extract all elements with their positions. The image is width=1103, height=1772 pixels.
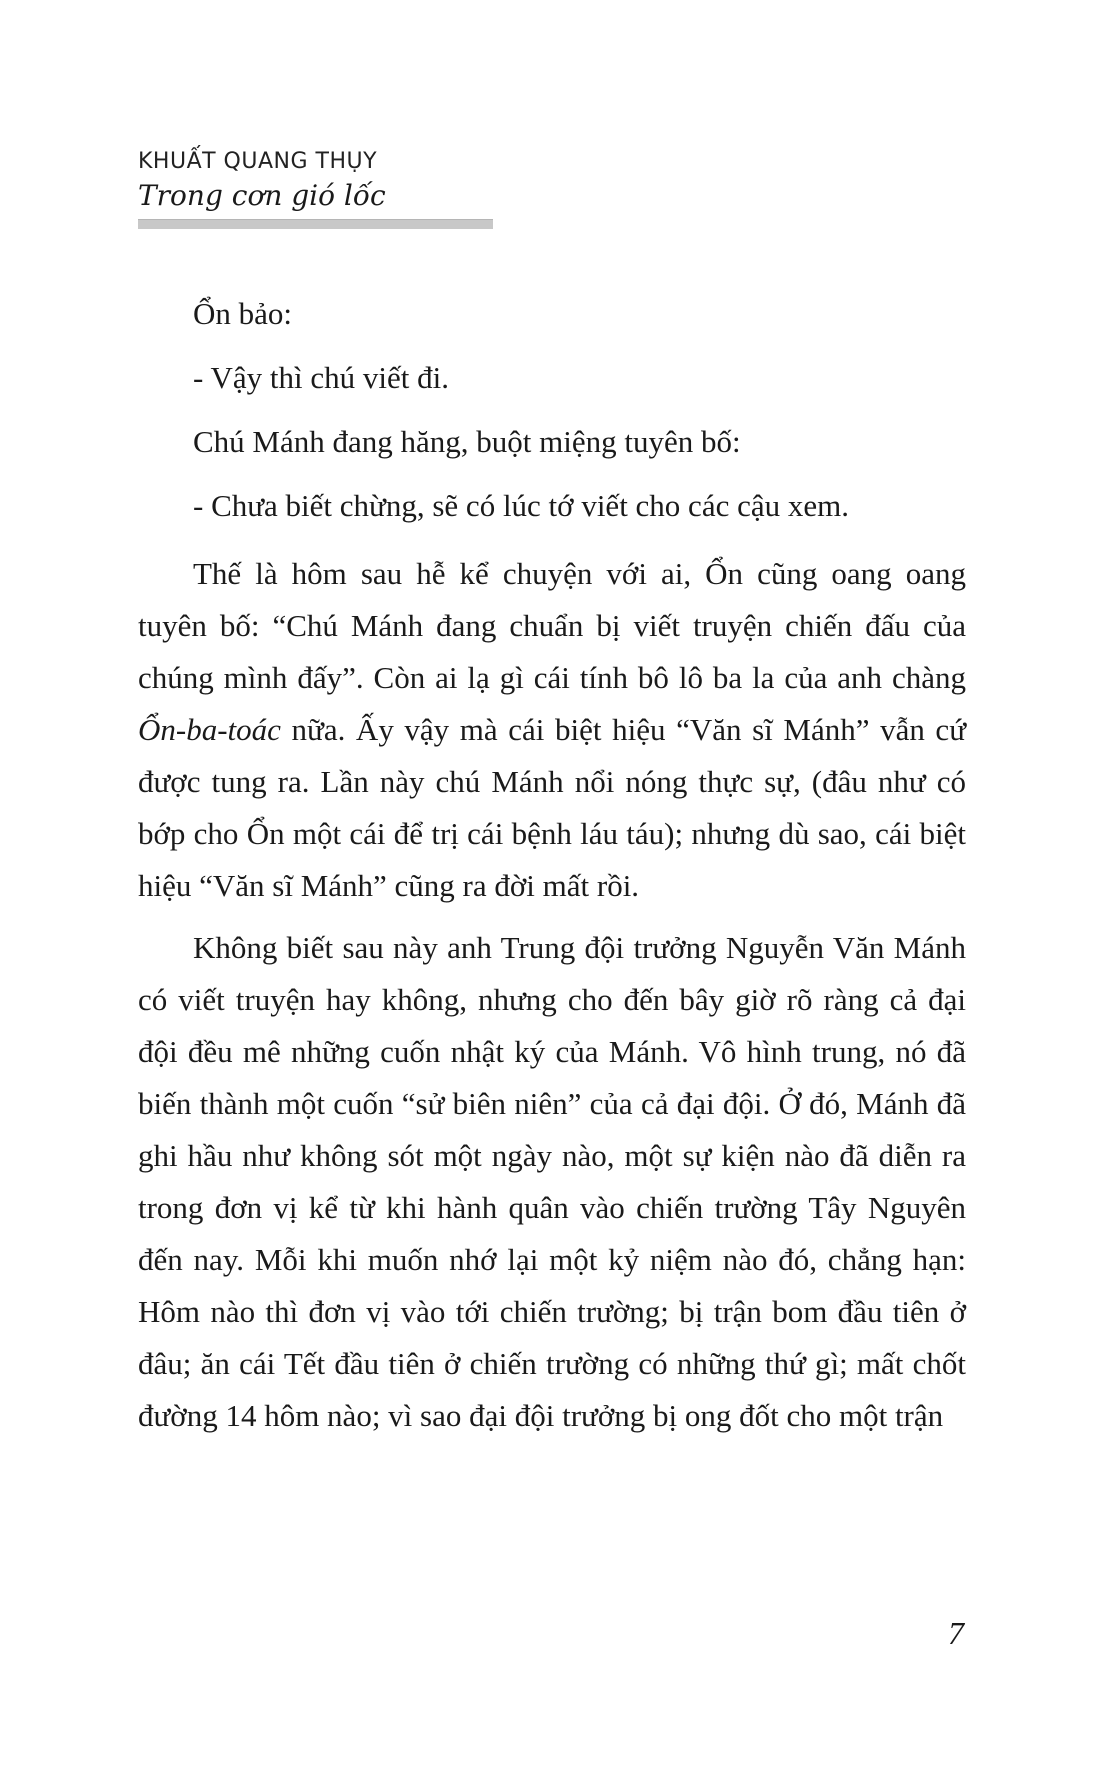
running-head — [138, 148, 498, 214]
book-title: Trong cơn gió lốc — [138, 179, 386, 212]
paragraph: Chú Mánh đang hăng, buột miệng tuyên bố: — [193, 424, 741, 459]
header-divider — [138, 219, 493, 229]
paragraph-text: nữa. Ấy vậy mà cái biệt hiệu “Văn sĩ Mánh” vẫn cứ được tung ra. Lần này chú Mánh nổi nóng thực sự, (đâu như có bớp cho Ổn một cái để trị cái bệnh láu táu); nhưng dù sao, cái biệt hiệu “Văn sĩ Mánh” cũng ra đời mất rồi. — [138, 712, 966, 903]
paragraph-text: Thế là hôm sau hễ kể chuyện với ai, Ổn cũng oang oang tuyên bố: “Chú Mánh đang chuẩn bị viết truyện chiến đấu của chúng mình đấy”. Còn ai lạ gì cái tính bô lô ba la của anh chàng — [138, 556, 966, 695]
paragraph: Ổn bảo: — [193, 296, 293, 331]
body-text — [138, 282, 966, 1442]
paragraph: - Chưa biết chừng, sẽ có lúc tớ viết cho các cậu xem. — [193, 488, 849, 523]
author-name: KHUẤT QUANG THỤY — [138, 149, 378, 174]
paragraph — [138, 548, 966, 912]
paragraph: - Vậy thì chú viết đi. — [193, 360, 449, 395]
page-number: 7 — [948, 1615, 964, 1651]
nickname-italic: Ổn-ba-toác — [138, 712, 281, 747]
paragraph: Không biết sau này anh Trung đội trưởng Nguyễn Văn Mánh có viết truyện hay không, nhưng cho đến bây giờ rõ ràng cả đại đội đều mê những cuốn nhật ký của Mánh. Vô hình trung, nó đã biến thành một cuốn “sử biên niên” của cả đại đội. Ở đó, Mánh đã ghi hầu như không sót một ngày nào, một sự kiện nào đã diễn ra trong đơn vị kể từ khi hành quân vào chiến trường Tây Nguyên đến nay. Mỗi khi muốn nhớ lại một kỷ niệm nào đó, chẳng hạn: Hôm nào thì đơn vị vào tới chiến trường; bị trận bom đầu tiên ở đâu; ăn cái Tết đầu tiên ở chiến trường có những thứ gì; mất chốt đường 14 hôm nào; vì sao đại đội trưởng bị ong đốt cho một trận — [138, 930, 966, 1433]
